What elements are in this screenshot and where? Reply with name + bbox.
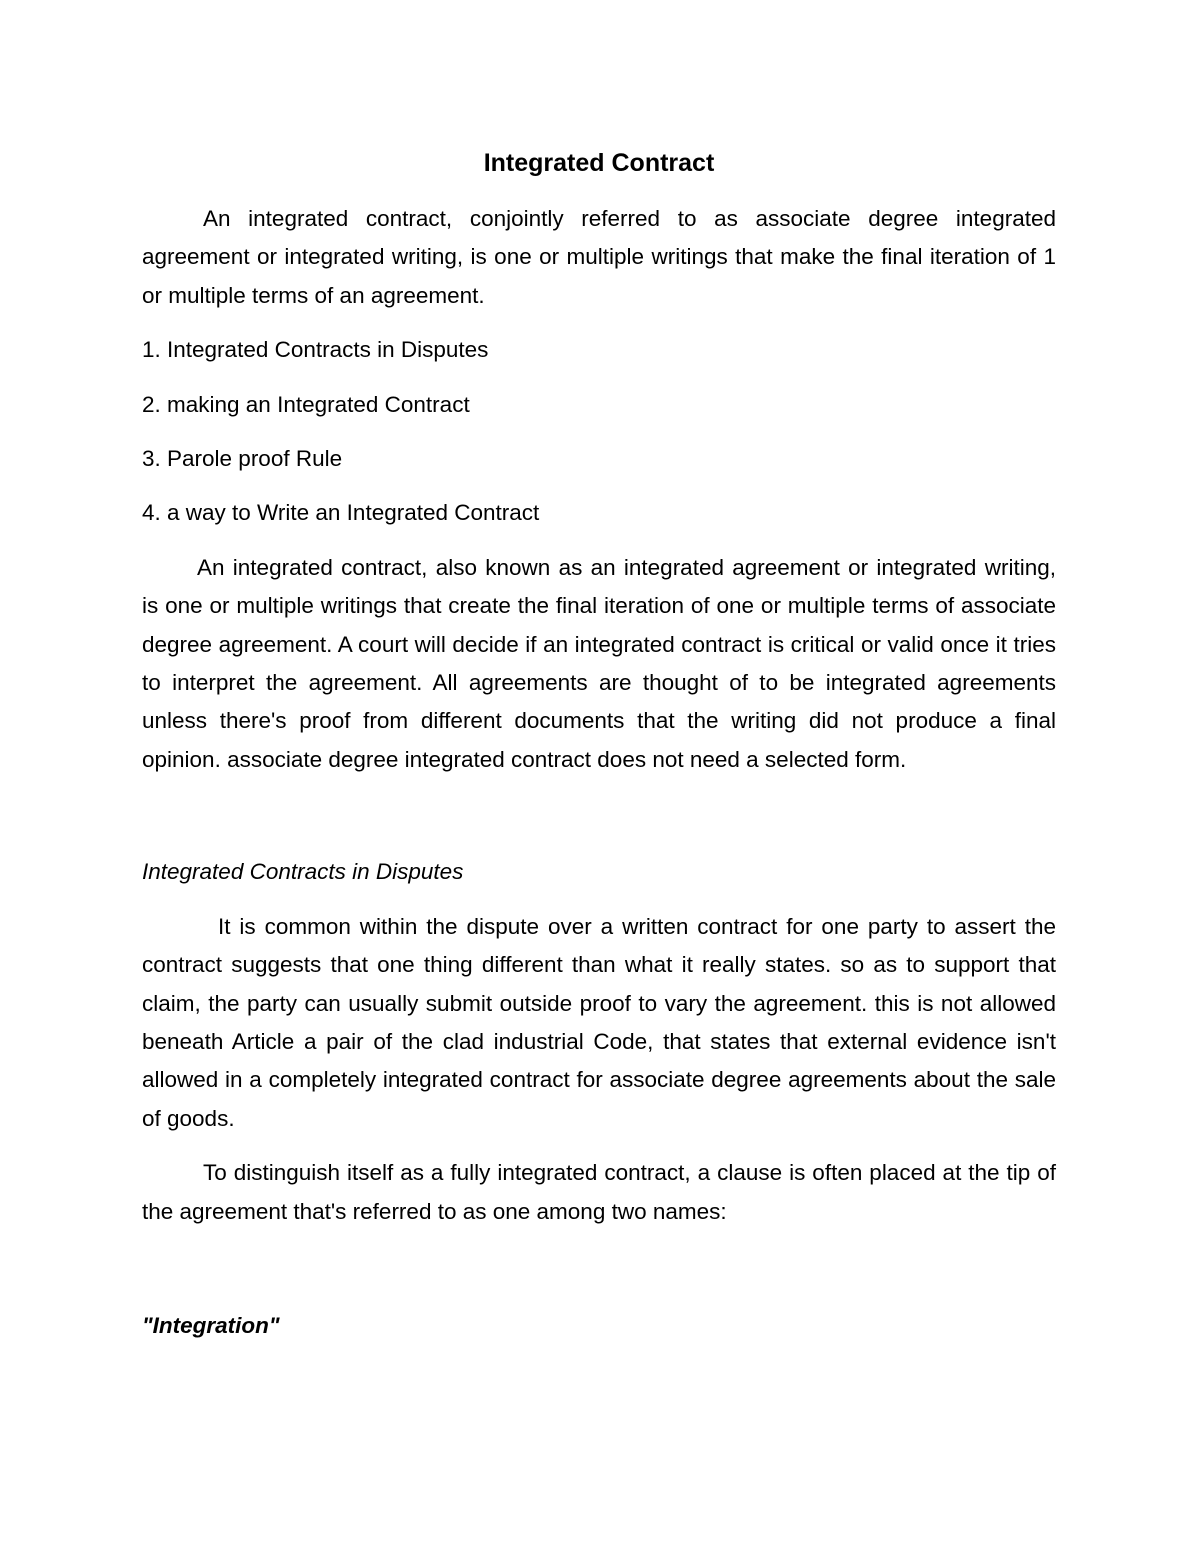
distinguish-paragraph: To distinguish itself as a fully integrated contract, a clause is often placed at the tip of the agreement that's referred to as one among two names: — [142, 1160, 1056, 1224]
list-item-3: 3. Parole proof Rule — [142, 446, 343, 472]
disputes-paragraph: It is common within the dispute over a written contract for one party to assert the contract suggests that one thing different than what it really states. so as to support that claim, the party can usually submit outside proof to vary the agreement. this is not allowed beneath Article a pair of the clad industrial Code, that states that external evidence isn't allowed in a completely integrated contract for associate degree agreements about the sale of goods. — [142, 913, 1056, 1131]
list-item-2: 2. making an Integrated Contract — [142, 391, 470, 417]
section-heading-disputes: Integrated Contracts in Disputes — [142, 859, 464, 885]
intro-paragraph: An integrated contract, conjointly referred to as associate degree integrated agreement or integrated writing, is one or multiple writings that make the final iteration of 1 or multiple terms of an agreement. — [142, 206, 1056, 308]
document-body — [142, 146, 1056, 1345]
document-title: Integrated Contract — [483, 149, 715, 177]
clause-name-integration: "Integration" — [142, 1312, 280, 1338]
list-item-4: 4. a way to Write an Integrated Contract — [142, 500, 540, 526]
list-item-1: 1. Integrated Contracts in Disputes — [142, 337, 489, 363]
second-paragraph: An integrated contract, also known as an integrated agreement or integrated writing, is one or multiple writings that create the final iteration of one or multiple terms of associate degree agreement. A court will decide if an integrated contract is critical or valid once it tries to interpret the agreement. All agreements are thought of to be integrated agreements unless there's proof from different documents that the writing did not produce a final opinion. associate degree integrated contract does not need a selected form. — [142, 554, 1056, 772]
